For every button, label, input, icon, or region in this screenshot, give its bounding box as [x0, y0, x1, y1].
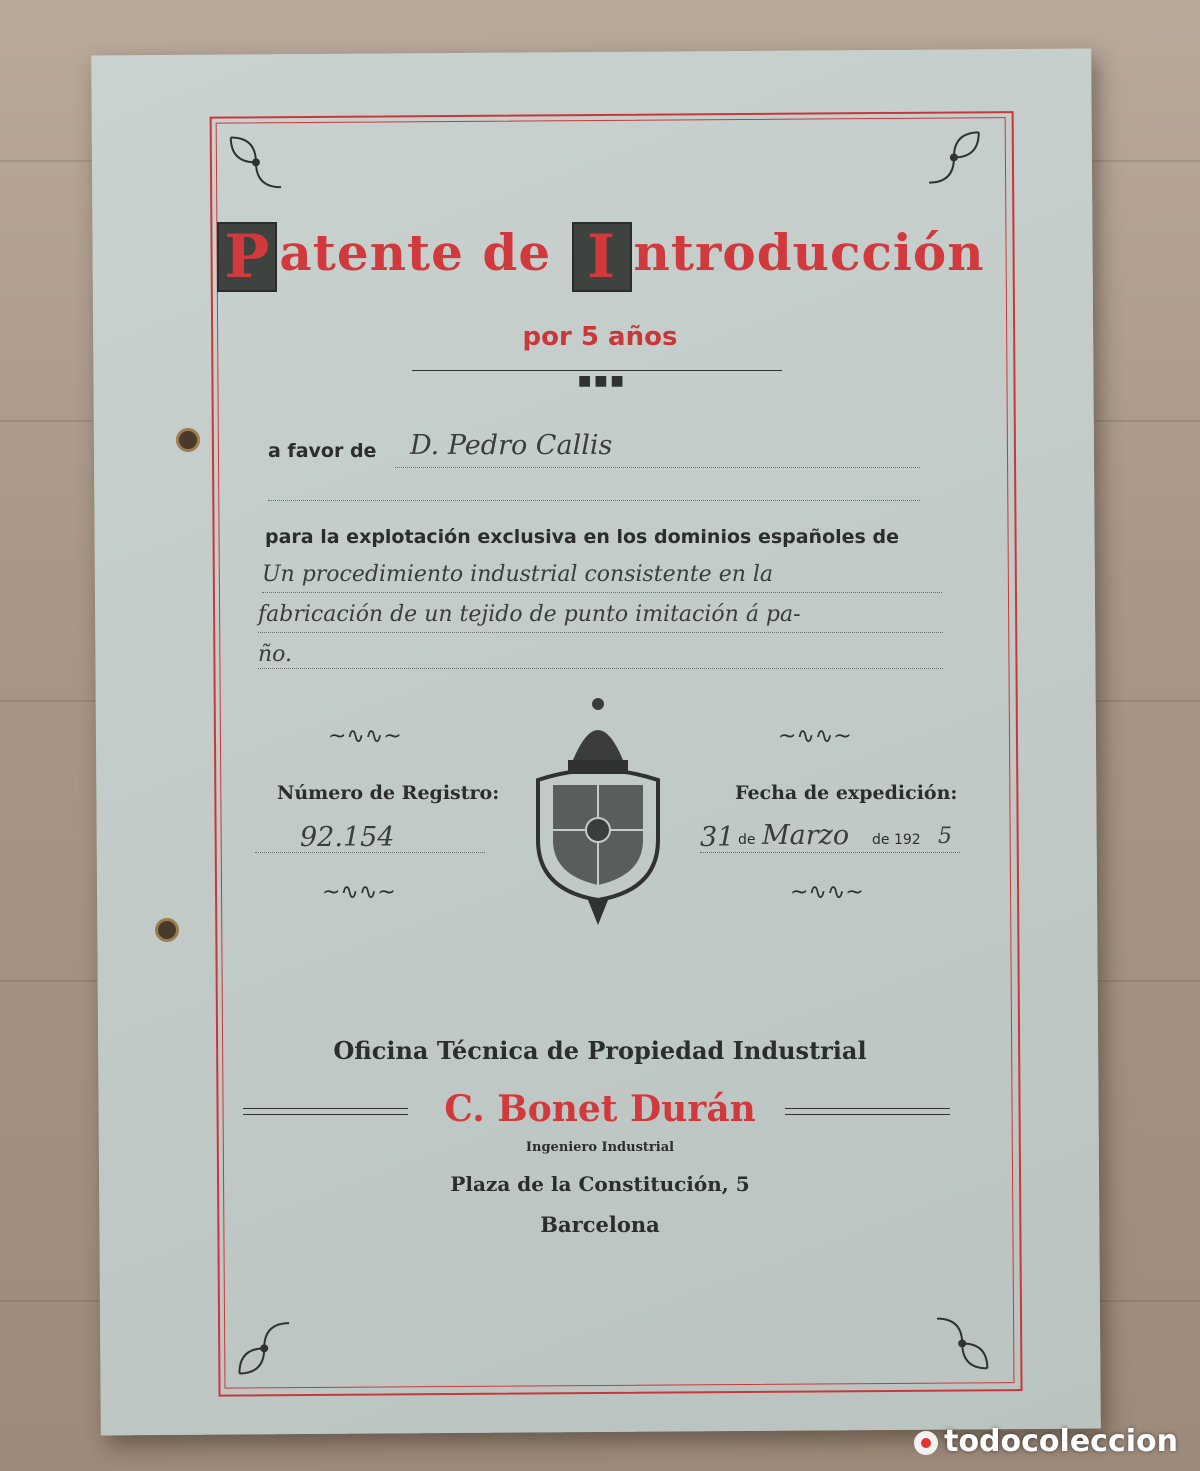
watermark-logo: todocoleccion	[914, 1424, 1178, 1459]
title-divider	[412, 370, 782, 371]
office-name: Oficina Técnica de Propiedad Industrial	[333, 1036, 867, 1065]
registry-label: Número de Registro:	[277, 782, 500, 804]
registry-value: 92.154	[300, 822, 395, 853]
coat-of-arms-icon	[518, 690, 678, 930]
ornament-icon: ~∿∿~	[328, 724, 402, 749]
binder-hole	[155, 918, 179, 942]
corner-flourish-icon	[226, 132, 286, 192]
favor-value: D. Pedro Callis	[410, 430, 613, 461]
description-line-2: fabricación de un tejido de punto imitación á pa-	[258, 602, 801, 627]
corner-flourish-icon	[932, 1313, 992, 1373]
date-label: Fecha de expedición:	[735, 782, 958, 804]
document-title: P atente de I ntroducción	[0, 222, 1200, 292]
title-initial-i: I	[572, 222, 632, 292]
date-de: de	[738, 832, 756, 848]
watermark-icon	[914, 1431, 938, 1455]
description-rule	[258, 632, 943, 633]
date-line	[700, 852, 960, 853]
ornament-icon: ~∿∿~	[790, 880, 864, 905]
divider-dots: ■■■	[578, 373, 627, 389]
binder-hole	[176, 428, 200, 452]
city: Barcelona	[540, 1212, 660, 1237]
address: Plaza de la Constitución, 5	[450, 1172, 750, 1196]
favor-line	[395, 467, 920, 468]
firm-name: C. Bonet Durán	[444, 1088, 756, 1130]
description-line-1: Un procedimiento industrial consistente en la	[262, 562, 774, 587]
exploitation-label: para la explotación exclusiva en los dominios españoles de	[265, 526, 899, 548]
document-subtitle: por 5 años	[522, 322, 678, 352]
firm-subtitle: Ingeniero Industrial	[525, 1140, 675, 1155]
corner-flourish-icon	[234, 1318, 294, 1378]
ornament-icon: ~∿∿~	[778, 724, 852, 749]
corner-flourish-icon	[924, 127, 984, 187]
registry-line	[255, 852, 485, 853]
date-month: Marzo	[762, 820, 850, 851]
blank-line	[268, 500, 920, 501]
favor-label: a favor de	[268, 440, 377, 462]
description-rule	[262, 592, 942, 593]
date-de-year: de 192	[872, 832, 921, 848]
description-rule	[258, 668, 943, 669]
ornament-icon: ~∿∿~	[322, 880, 396, 905]
date-year-digit: 5	[938, 824, 952, 849]
title-initial-p: P	[217, 222, 277, 292]
date-day: 31	[700, 822, 735, 853]
description-line-3: ño.	[258, 642, 293, 667]
